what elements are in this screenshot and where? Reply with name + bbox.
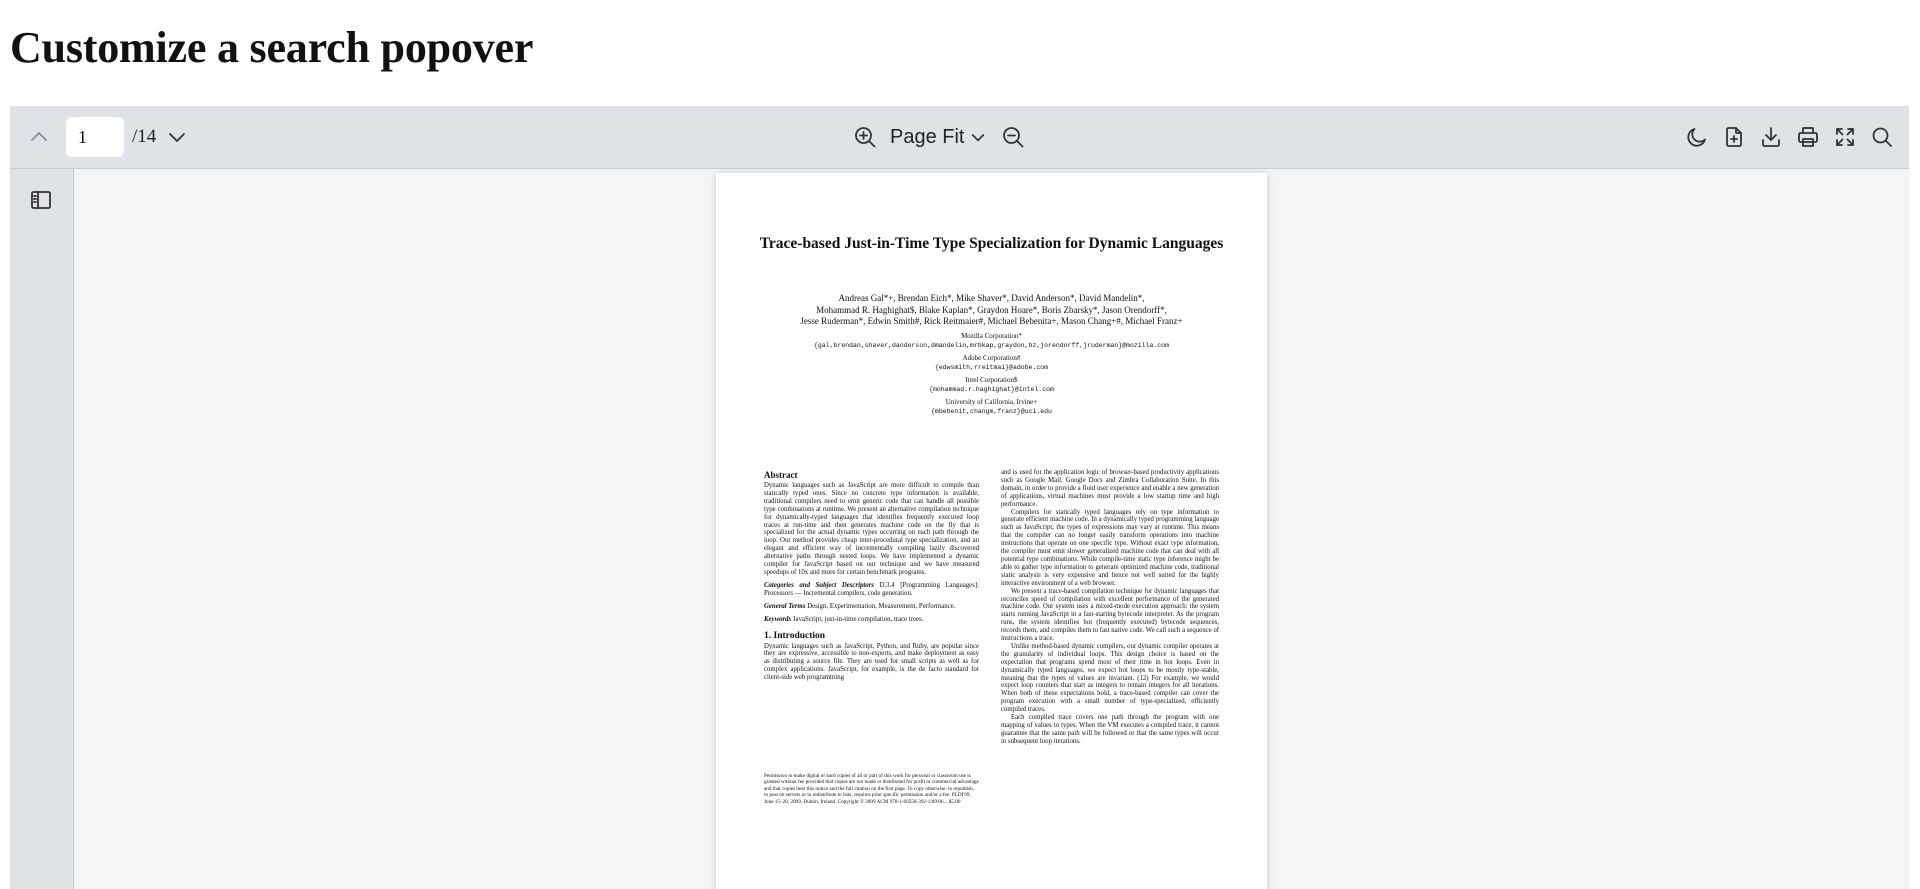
author-block — [746, 293, 1237, 416]
sidebar-toggle-button[interactable] — [24, 183, 58, 217]
zoom-out-icon — [1001, 125, 1025, 149]
fullscreen-icon — [1833, 125, 1857, 149]
pdf-viewer — [10, 106, 1909, 889]
right-column — [1001, 469, 1219, 746]
authors-line: Andreas Gal*+, Brendan Eich*, Mike Shaver*, David Anderson*, David Mandelin*, — [838, 293, 1145, 303]
affiliation-email: {mbebenit,changm,franz}@uci.edu — [931, 407, 1052, 415]
chevron-up-icon — [27, 125, 51, 149]
page-number-input[interactable] — [66, 117, 124, 157]
authors-line: Jesse Ruderman*, Edwin Smith#, Rick Reitmaier#, Michael Bebenita+, Mason Chang+#, Michael Franz+ — [800, 316, 1183, 326]
body-paragraph: Each compiled trace covers one path through the program with one mapping of values to types. When the VM executes a compiled trace, it cannot guarantee that the same path will be followed or that the same types will occur in subsequent loop iterations. — [1001, 714, 1219, 745]
fullscreen-button[interactable] — [1828, 120, 1862, 154]
affiliation-name: University of California, Irvine+ — [945, 397, 1038, 406]
affiliation-name: Adobe Corporation# — [962, 353, 1021, 362]
chevron-down-icon — [165, 125, 189, 149]
body-paragraph: Unlike method-based dynamic compilers, our dynamic compiler operates at the granularity of individual loops. This design choice is based on the expectation that programs spend most of their time in hot loops. Even in dynamically typed languages, we expect hot loops to be mostly type-stable, meaning that the types of values are invariant. (12) For example, we would expect loop counters that start as integers to remain integers for all iterations. When both of these expectations hold, a trace-based compiler can cover the program execution with a small number of type-specialized, efficiently compiled traces. — [1001, 642, 1219, 714]
zoom-controls — [848, 116, 1030, 158]
page-navigation — [22, 116, 194, 158]
left-column — [764, 469, 979, 682]
keywords-text: JavaScript, just-in-time compilation, trace trees. — [792, 615, 924, 623]
moon-icon — [1685, 125, 1709, 149]
viewer-toolbar — [10, 106, 1909, 169]
introduction-text: Dynamic languages such as JavaScript, Python, and Ruby, are popular since they are expressive, accessible to non-experts, and make deployment as easy as distributing a source file. They are used for small scripts as well as for complex applications. JavaScript, for example, is the de facto standard for client-side web programming — [764, 642, 979, 682]
body-paragraph: Compilers for statically typed languages rely on type information to generate efficient machine code. In a dynamically typed programming language such as JavaScript, the types of expressions may vary at runtime. This means that the compiler can no longer easily transform operations into machine instructions that operate on one specific type. Without exact type information, the compiler must emit slower generalized machine code that can deal with all potential type combinations. While compile-time static type inference might be able to gather type information to generate optimized machine code, traditional static analysis is very expensive and hence not well suited for the highly interactive environment of a web browser. — [1001, 508, 1219, 587]
download-icon — [1759, 125, 1783, 149]
zoom-level-dropdown[interactable] — [890, 126, 988, 149]
pdf-page[interactable] — [716, 173, 1267, 889]
terms-label: General Terms — [764, 602, 806, 610]
affiliation — [746, 332, 1237, 350]
affiliation-email: {edwsmith,rreitmai}@adobe.com — [934, 363, 1049, 371]
zoom-in-button[interactable] — [848, 120, 882, 154]
search-button[interactable] — [1865, 120, 1899, 154]
document-canvas[interactable] — [74, 169, 1909, 889]
body-paragraph: and is used for the application logic of browser-based productivity applications such as Google Mail, Google Docs and Zimbra Collaboration Suite. In this domain, in order to provide a fluid user experience and enable a new generation of applications, virtual machines must provide a low startup time and high performance. — [1001, 469, 1219, 508]
page-title: Customize a search popover — [10, 23, 534, 72]
keywords-label: Keywords — [764, 615, 792, 623]
abstract-text: Dynamic languages such as JavaScript are more difficult to compile than statically typed ones. Since no concrete type information is available, traditional compilers need to emit generic code that can handle all possible type combinations at runtime. We present an alternative compilation technique for dynamically-typed languages that identifies frequently executed loop traces at run-time and then generates machine code on the fly that is specialized for the actual dynamic types occurring on each path through the loop. Our method provides cheap inter-procedural type specialization, and an elegant and efficient way of incrementally compiling lazily discovered alternative paths through nested loops. We have implemented a dynamic compiler for JavaScript based on our technique and we have measured speedups of 10x and more for certain benchmark programs. — [764, 482, 979, 576]
categories-text: D.3.4 [Programming Languages]: Processors — Incremental compilers, code generation. — [764, 581, 979, 597]
categories — [764, 582, 979, 598]
abstract-heading: Abstract — [764, 470, 798, 480]
previous-page-button[interactable] — [22, 120, 56, 154]
affiliation-email: {mohammad.r.haghighat}@intel.com — [929, 385, 1054, 393]
authors-line: Mohammad R. Haghighat$, Blake Kaplan*, Graydon Hoare*, Boris Zbarsky*, Jason Orendorff*, — [816, 304, 1167, 315]
body-paragraph: We present a trace-based compilation technique for dynamic languages that reconciles speed of compilation with excellent performance of the generated machine code. Our system uses a mixed-mode execution approach: the system starts running JavaScript in a fast-starting bytecode interpreter. As the program runs, the system identifies hot (frequently executed) bytecode sequences, records them, and compiles them to fast native code. We call such a sequence of instructions a trace. — [1001, 587, 1219, 643]
download-button[interactable] — [1754, 120, 1788, 154]
print-icon — [1796, 125, 1820, 149]
affiliation-name: Mozilla Corporation* — [961, 331, 1022, 340]
next-page-button[interactable] — [160, 120, 194, 154]
general-terms — [764, 603, 979, 611]
keywords — [764, 616, 979, 624]
introduction-heading: 1. Introduction — [764, 630, 826, 641]
zoom-in-icon — [853, 125, 877, 149]
total-pages-label: /14 — [132, 126, 157, 147]
zoom-out-button[interactable] — [996, 120, 1030, 154]
affiliation — [746, 376, 1237, 394]
zoom-level-label: Page Fit — [890, 125, 965, 148]
copyright-footnote: Permission to make digital or hard copies of all or part of this work for personal or classroom use is granted without fee provided that copies are not made or distributed for profit or commercial advantage and that copies bear this notice and the full citation on the first page. To copy otherwise, to republish, to post on servers or to redistribute to lists, requires prior specific permission and/or a fee. PLDI'09, June 15–20, 2009, Dublin, Ireland. Copyright © 2009 ACM 978-1-60558-392-1/09/06... $5.00 — [764, 773, 979, 805]
chevron-down-icon — [968, 127, 988, 147]
print-button[interactable] — [1791, 120, 1825, 154]
affiliation-email: {gal,brendan,shaver,danderson,dmandelin,mrbkap,graydon,bz,jorendorff,jruderman}@mozilla.com — [814, 341, 1169, 349]
affiliation — [746, 354, 1237, 372]
paper-title: Trace-based Just-in-Time Type Specialization for Dynamic Languages — [759, 235, 1224, 252]
search-icon — [1870, 125, 1894, 149]
open-file-button[interactable] — [1717, 120, 1751, 154]
viewer-sidebar — [10, 169, 74, 889]
affiliation — [746, 398, 1237, 416]
dark-mode-button[interactable] — [1680, 120, 1714, 154]
affiliation-name: Intel Corporation$ — [965, 375, 1018, 384]
file-plus-icon — [1722, 125, 1746, 149]
categories-label: Categories and Subject Descriptors — [764, 581, 874, 589]
viewer-actions — [1677, 116, 1899, 158]
sidebar-icon — [29, 188, 53, 212]
terms-text: Design, Experimentation, Measurement, Performance. — [807, 602, 956, 610]
